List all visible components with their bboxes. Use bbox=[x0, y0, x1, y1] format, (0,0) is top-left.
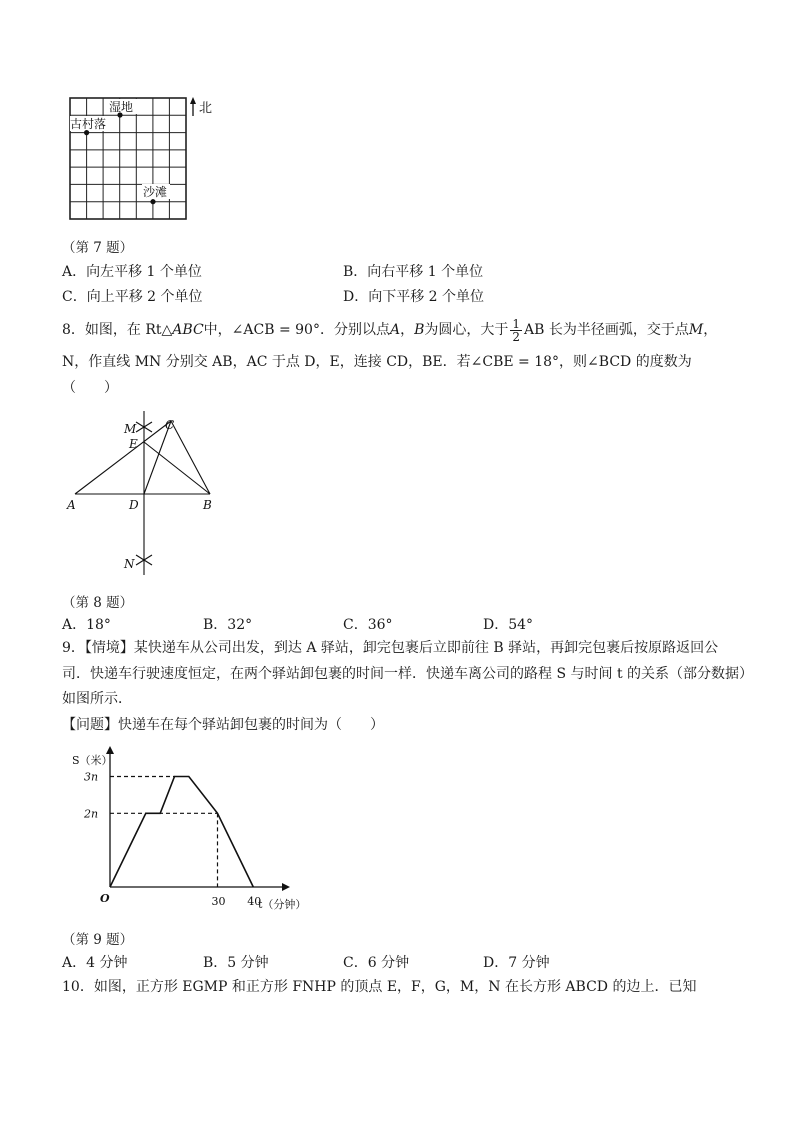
x-axis-label: t（分钟） bbox=[258, 898, 307, 911]
series-line-s-t bbox=[110, 777, 253, 888]
q8-caption: （第 8 题） bbox=[62, 595, 134, 611]
y-axis-arrow bbox=[106, 746, 114, 754]
q10-text-line1: 10．如图，正方形 EGMP 和正方形 FNHP 的顶点 E，F，G，M，N 在长方形 ABCD 的边上．已知 bbox=[62, 979, 697, 995]
q8-option-d: D．54° bbox=[483, 617, 534, 633]
label-b: B bbox=[203, 498, 212, 512]
q7-option-a: A．向左平移 1 个单位 bbox=[62, 264, 202, 280]
q8-option-b: B．32° bbox=[203, 617, 253, 633]
q9-option-c: C．6 分钟 bbox=[343, 955, 410, 971]
origin-label: O bbox=[100, 892, 110, 905]
q9-text-line2: 司．快递车行驶速度恒定，在两个驿站卸包裹的时间一样．快递车离公司的路程 S 与时间 t 的关系（部分数据） bbox=[62, 666, 754, 682]
q9-caption: （第 9 题） bbox=[62, 932, 134, 948]
label-d: D bbox=[129, 498, 139, 512]
x-tick-30: 30 bbox=[211, 895, 226, 908]
q7-caption: （第 7 题） bbox=[62, 240, 134, 256]
q8-triangle-figure bbox=[60, 405, 230, 580]
place-wetland: 湿地 bbox=[109, 100, 134, 114]
q7-grid-map bbox=[62, 94, 222, 224]
north-label: 北 bbox=[199, 101, 213, 116]
q7-option-b: B．向右平移 1 个单位 bbox=[343, 264, 484, 280]
q8-text-line2: N，作直线 MN 分别交 AB，AC 于点 D，E，连接 CD，BE．若∠CBE = 18°，则∠BCD 的度数为 bbox=[62, 354, 692, 370]
q9-question: 【问题】快递车在每个驿站卸包裹的时间为（ ） bbox=[62, 717, 384, 733]
place-beach: 沙滩 bbox=[143, 185, 168, 199]
q9-distance-time-chart bbox=[70, 740, 330, 915]
fraction-one-half: $\frac{1}{2}$ bbox=[512, 316, 521, 344]
q8-option-c: C．36° bbox=[343, 617, 393, 633]
label-a: A bbox=[67, 498, 76, 512]
q9-option-d: D．7 分钟 bbox=[483, 955, 550, 971]
place-ancient-village: 古村落 bbox=[70, 117, 107, 131]
q8-option-a: A．18° bbox=[62, 617, 111, 633]
label-m: M bbox=[124, 422, 137, 436]
y-tick-3n: 3n bbox=[84, 770, 99, 784]
q9-text-line3: 如图所示． bbox=[62, 691, 132, 707]
q7-option-c: C．向上平移 2 个单位 bbox=[62, 289, 203, 305]
q9-text-line1: 9．【情境】某快递车从公司出发，到达 A 驿站，卸完包裹后立即前往 B 驿站，再卸完包裹后按原路返回公 bbox=[62, 640, 719, 656]
q9-option-a: A．4 分钟 bbox=[62, 955, 128, 971]
label-e: E bbox=[129, 437, 138, 451]
label-c: C bbox=[165, 418, 175, 432]
y-tick-2n: 2n bbox=[84, 807, 99, 821]
q9-option-b: B．5 分钟 bbox=[203, 955, 269, 971]
q8-text-line3: （ ） bbox=[62, 380, 118, 396]
label-n: N bbox=[124, 557, 135, 571]
x-tick-40: 40 bbox=[247, 895, 262, 908]
q8-text-line1: 8．如图，在 Rt△ ABC 中，∠ACB = 90°．分别以点 A ， B 为圆心，大于 $\frac{1}{2}$ AB 长为半径画弧，交于点 M ， bbox=[62, 316, 718, 344]
x-axis-arrow bbox=[282, 883, 290, 891]
q7-option-d: D．向下平移 2 个单位 bbox=[343, 289, 485, 305]
y-axis-label: S（米） bbox=[72, 754, 113, 767]
